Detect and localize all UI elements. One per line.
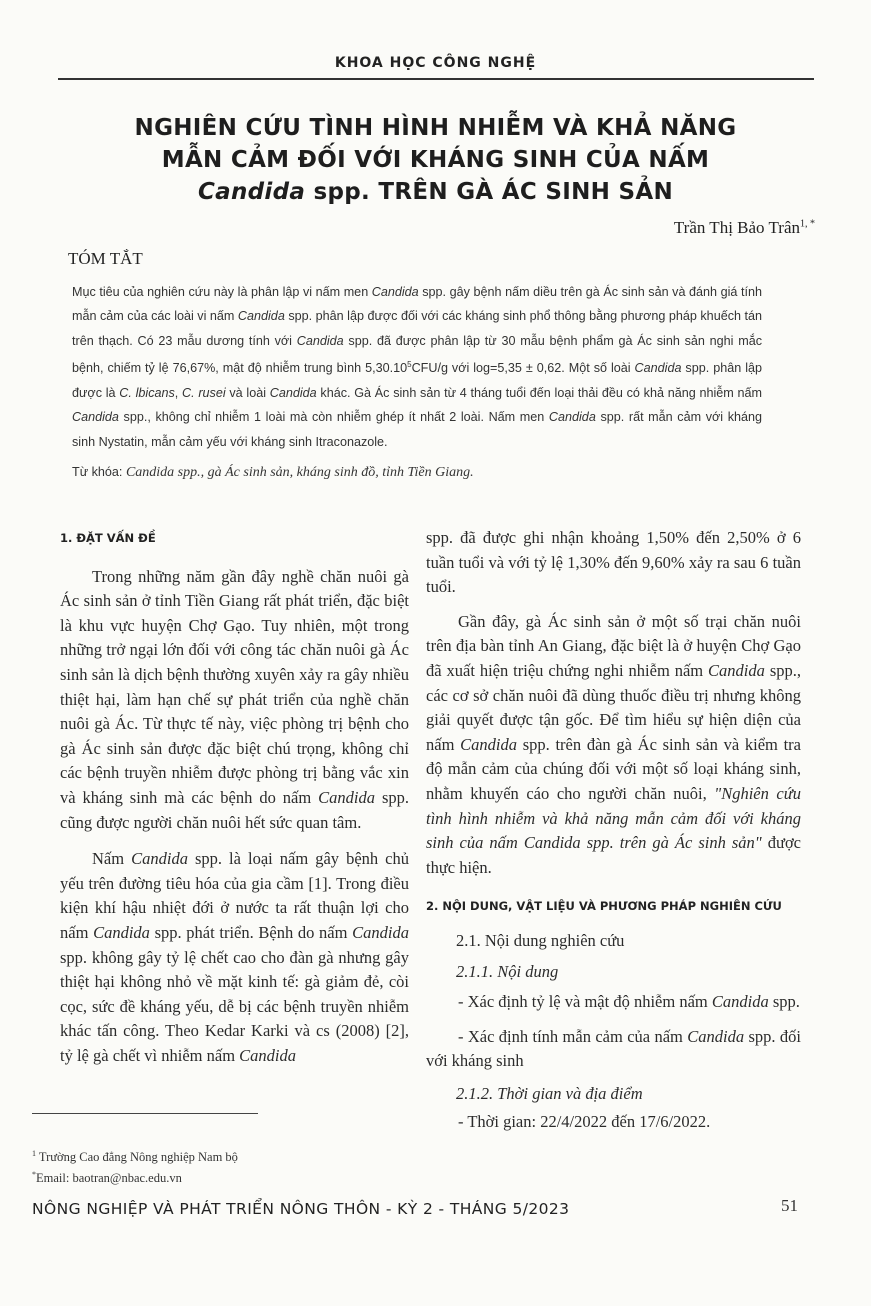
subheading: 2.1. Nội dung nghiên cứu — [456, 930, 625, 950]
paragraph: Trong những năm gần đây nghề chăn nuôi gà Ác sinh sản ở tỉnh Tiền Giang rất phát triển, đặc biệt là khu vực huyện Chợ Gạo. Tuy nhiên, một trong những trở ngại lớn đối với công tác chăn nuôi gà Ác sinh sản là dịch bệnh thường xuyên xảy ra gây nhiều thiệt hại, làm hạn chế sự phát triển của nghề chăn nuôi gà Ác. Từ thực tế này, việc phòng trị bệnh cho gà Ác sinh sản được đặc biệt chú trọng, không chỉ các bệnh truyền nhiễm được phòng trị bằng vắc xin và kháng sinh mà các bệnh do nấm Candida spp. cũng được người chăn nuôi hết sức quan tâm. — [60, 566, 410, 832]
left-column — [60, 526, 409, 1068]
title-line-2: MẪN CẢM ĐỐI VỚI KHÁNG SINH CỦA NẤM — [161, 147, 710, 173]
abstract-heading: TÓM TẮT — [68, 249, 143, 268]
header-rule — [58, 78, 814, 80]
author-affiliation-mark: 1, * — [800, 218, 815, 230]
section-heading-1: 1. ĐẶT VẤN ĐỀ — [60, 531, 156, 545]
abstract — [72, 280, 762, 485]
paragraph: spp. đã được ghi nhận khoảng 1,50% đến 2,50% ở 6 tuần tuổi và với tỷ lệ 1,30% đến 9,60% xảy ra sau 6 tuần tuổi. — [426, 528, 801, 597]
author-name: Trần Thị Bảo Trân — [673, 218, 800, 237]
journal-footer: NÔNG NGHIỆP VÀ PHÁT TRIỂN NÔNG THÔN - KỲ 2 - THÁNG 5/2023 — [32, 1200, 570, 1218]
title-line-1: NGHIÊN CỨU TÌNH HÌNH NHIỄM VÀ KHẢ NĂNG — [134, 115, 737, 141]
bullet: - Thời gian: 22/4/2022 đến 17/6/2022. — [458, 1112, 711, 1132]
footnote-2: *Email: baotran@nbac.edu.vn — [32, 1170, 182, 1186]
abstract-text: Mục tiêu của nghiên cứu này là phân lập vi nấm men Candida spp. gây bệnh nấm diều trên gà Ác sinh sản và đánh giá tính mẫn cảm của các loài vi nấm Candida spp. phân lập được đối với các kháng sinh phổ thông bằng phương pháp khuếch tán trên thạch. Có 23 mẫu dương tính với Candida spp. đã được phân lập từ 30 mẫu bệnh phẩm gà Ác sinh sản nghi mắc bệnh, chiếm tỷ lệ 76,67%, mật độ nhiễm trung bình 5,30.10$^5$CFU/g với log=5,35 ± 0,62. Một số loài Candida spp. phân lập được là C. lbicans, C. rusei và loài Candida khác. Gà Ác sinh sản từ 4 tháng tuổi đến loại thải đều có khả năng nhiễm nấm Candida spp., không chỉ nhiễm 1 loài mà còn nhiễm ghép ít nhất 2 loài. Nấm men Candida spp. rất mẫn cảm với kháng sinh Nystatin, mẫn cảm yếu với kháng sinh Itraconazole. — [72, 285, 763, 449]
bullet: - Xác định tính mẫn cảm của nấm Candida spp. đối với kháng sinh — [426, 1026, 801, 1071]
keywords-label: Từ khóa: — [72, 465, 126, 480]
section-heading-2: 2. NỘI DUNG, VẬT LIỆU VÀ PHƯƠNG PHÁP NGHIÊN CỨU — [426, 899, 782, 914]
title-genus: Candida — [197, 179, 306, 205]
keywords-text: Candida spp., gà Ác sinh sản, kháng sinh đồ, tỉnh Tiền Giang. — [125, 465, 474, 481]
section-tag: KHOA HỌC CÔNG NGHỆ — [334, 55, 537, 71]
paragraph: Nấm Candida spp. là loại nấm gây bệnh chủ yếu trên đường tiêu hóa của gia cầm [1]. Trong điều kiện khí hậu nhiệt đới ở nước ta rất thuận lợi cho nấm Candida spp. phát triển. Bệnh do nấm Candida spp. không gây tỷ lệ chết cao cho đàn gà nhưng gây thiệt hại không nhỏ về mặt kinh tế: gà giảm đẻ, còi cọc, sức đề kháng yếu, dễ bị các bệnh truyền nhiễm khác tấn công. Theo Kedar Karki và cs (2008) [2], tỷ lệ gà chết vì nhiễm nấm Candida — [60, 849, 409, 1065]
footnotes — [32, 1145, 238, 1187]
subheading: 2.1.1. Nội dung — [456, 961, 559, 981]
keywords — [72, 460, 762, 485]
footnote-rule — [32, 1113, 258, 1114]
page-number: 51 — [781, 1196, 798, 1215]
title-line-3 — [60, 176, 811, 208]
article-title — [60, 112, 811, 208]
footnote-1: $^1$ Trường Cao đẳng Nông nghiệp Nam bộ — [32, 1149, 238, 1165]
right-column — [426, 526, 801, 1135]
bullet: - Xác định tỷ lệ và mật độ nhiễm nấm Candida spp. — [458, 992, 800, 1012]
paragraph: Gần đây, gà Ác sinh sản ở một số trại chăn nuôi trên địa bàn tỉnh An Giang, đặc biệt là ở huyện Chợ Gạo đã xuất hiện triệu chứng nghi nhiễm nấm Candida spp., các cơ sở chăn nuôi đã dùng thuốc điều trị nhưng không giải quyết được tận gốc. Để tìm hiểu sự hiện diện của nấm Candida spp. trên đàn gà Ác sinh sản và kiểm tra độ mẫn cảm của chúng đối với một số loại kháng sinh, nhằm khuyến cáo cho người chăn nuôi, "Nghiên cứu tình hình nhiễm và khả năng mẫn cảm đối với kháng sinh của nấm Candida spp. trên gà Ác sinh sản" được thực hiện. — [426, 611, 802, 877]
title-line-3-rest: spp. TRÊN GÀ ÁC SINH SẢN — [305, 179, 674, 205]
author — [674, 218, 815, 238]
subheading: 2.1.2. Thời gian và địa điểm — [456, 1083, 643, 1103]
